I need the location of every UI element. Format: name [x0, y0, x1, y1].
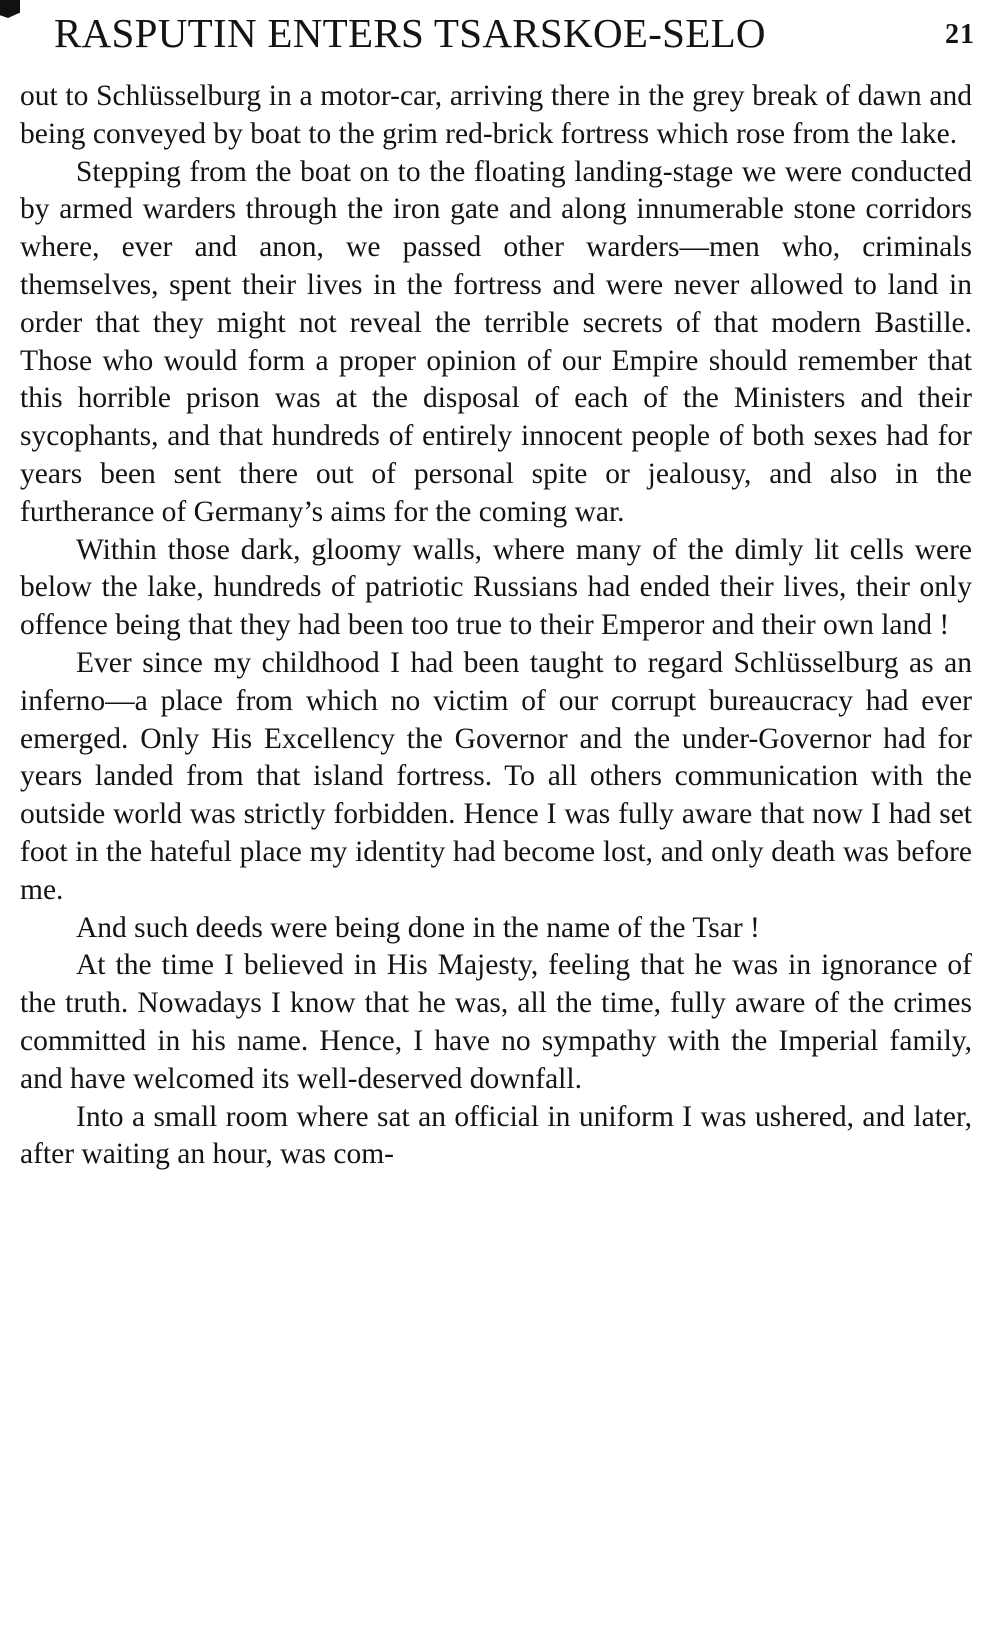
paragraph: Into a small room where sat an official in uniform I was ushered, and later, after waiting an hour, was com-	[20, 1100, 972, 1171]
paragraph: Within those dark, gloomy walls, where many of the dimly lit cells were below the lake, hundreds of patriotic Russians had ended their lives, their only offence being that they had been too true to their Emperor and their own land !	[20, 533, 972, 642]
paragraph: At the time I believed in His Majesty, feeling that he was in ignorance of the truth. Nowadays I know that he was, all the time, fully aware of the crimes committed in his name. Hence, I have no sympathy with the Imperial family, and have welcomed its well-deserved downfall.	[20, 949, 972, 1095]
paragraph-continued: out to Schlüsselburg in a motor-car, arriving there in the grey break of dawn and being conveyed by boat to the grim red-brick fortress which rose from the lake.	[20, 80, 972, 150]
body-text	[20, 78, 972, 1174]
running-title: RASPUTIN ENTERS TSARSKOE-SELO	[54, 10, 766, 56]
paragraph: Ever since my childhood I had been taught to regard Schlüsselburg as an inferno—a place from which no victim of our corrupt bureaucracy had ever emerged. Only His Excellency the Governor and the under-Governor had for years landed from that island fortress. To all others communication with the outside world was strictly forbidden. Hence I was fully aware that now I had set foot in the hateful place my identity had become lost, and only death was before me.	[20, 646, 972, 906]
page-number: 21	[945, 19, 975, 50]
paragraph: And such deeds were being done in the name of the Tsar !	[76, 911, 760, 944]
running-head	[0, 8, 975, 58]
paragraph: Stepping from the boat on to the floating landing-stage we were conducted by armed warders through the iron gate and along innumerable stone corridors where, ever and anon, we passed other warders—men who, criminals themselves, spent their lives in the fortress and were never allowed to land in order that they might not reveal the terrible secrets of that modern Bastille. Those who would form a proper opinion of our Empire should remember that this horrible prison was at the disposal of each of the Ministers and their sycophants, and that hundreds of entirely innocent people of both sexes had for years been sent there out of personal spite or jealousy, and also in the furtherance of Germany’s aims for the coming war.	[20, 155, 972, 528]
